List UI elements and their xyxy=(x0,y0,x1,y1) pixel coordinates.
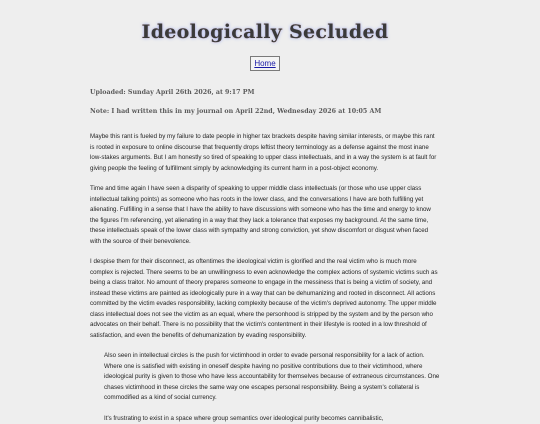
post-body xyxy=(90,132,440,424)
post-paragraph: Maybe this rant is fueled by my failure to date people in higher tax brackets despite having similar interests, or maybe this rant is rooted in exposure to online discourse that frequently drops leftist theory terminology as a defense against the most inane low-stakes arguments. But I am honestly so tired of speaking to upper class intellectuals, and in a way the system is at fault for giving people the feeling of fulfillment simply by acknowledging its current harm in a post-object economy. xyxy=(90,132,440,174)
post-paragraph-cutoff: It's frustrating to exist in a space where group semantics over ideological purity becomes cannibalistic, xyxy=(104,414,440,424)
home-link[interactable]: Home xyxy=(250,56,279,71)
post-paragraph: Time and time again I have seen a disparity of speaking to upper middle class intellectuals (or those who use upper class intellectual talking points) as someone who has roots in the lower class, and the conversations I have are both fulfilling yet alienating. Fulfilling in a sense that I have the ability to have discussions with someone who has the time and energy to know the figures I'm referencing, yet alienating in a way that they lack a tolerance that exposes my background. At the same time, these intellectuals speak of the lower class with sympathy and strong conviction, yet show discomfort or disgust when faced with the source of their benevolence. xyxy=(90,184,440,247)
post-blockquote: Also seen in intellectual circles is the push for victimhood in order to evade personal responsibility for a lack of action. Where one is satisfied with existing in oneself despite having no positive contributions due to their victimhood, where ideological purity is given to those who have less accountability for themselves because of extraneous circumstances. One chases victimhood in these circles the same way one escapes personal responsibility. Being a system's collateral is commodified as a kind of social currency. xyxy=(104,351,440,404)
post-paragraph: I despise them for their disconnect, as oftentimes the ideological victim is glorified and the real victim who is much more complex is rejected. There seems to be an unwillingness to even acknowledge the complex actions of systemic victims such as being a class traitor. No amount of theory prepares someone to engage in the messiness that is being a victim of society, and instead these victims are painted as ideologically pure in a way that can be dehumanizing and rooted in disconnect. All actions committed by the victim evades responsibility, lacking complexity because of the victim's deprived autonomy. The upper middle class intellectual does not see the victim as an equal, where the personhood is stripped by the system and by the person who advocates on their behalf. There is no possibility that the victim's contentment in their lifestyle is rooted in a low threshold of satisfaction, and even the benefits of dehumanization by evading responsibility. xyxy=(90,257,440,341)
nav-bar xyxy=(90,53,440,69)
site-title: Ideologically Secluded xyxy=(90,0,440,43)
journal-note: Note: I had written this in my journal on April 22nd, Wednesday 2026 at 10:05 AM xyxy=(90,107,440,116)
upload-date: Uploaded: Sunday April 26th 2026, at 9:17 PM xyxy=(90,88,440,97)
